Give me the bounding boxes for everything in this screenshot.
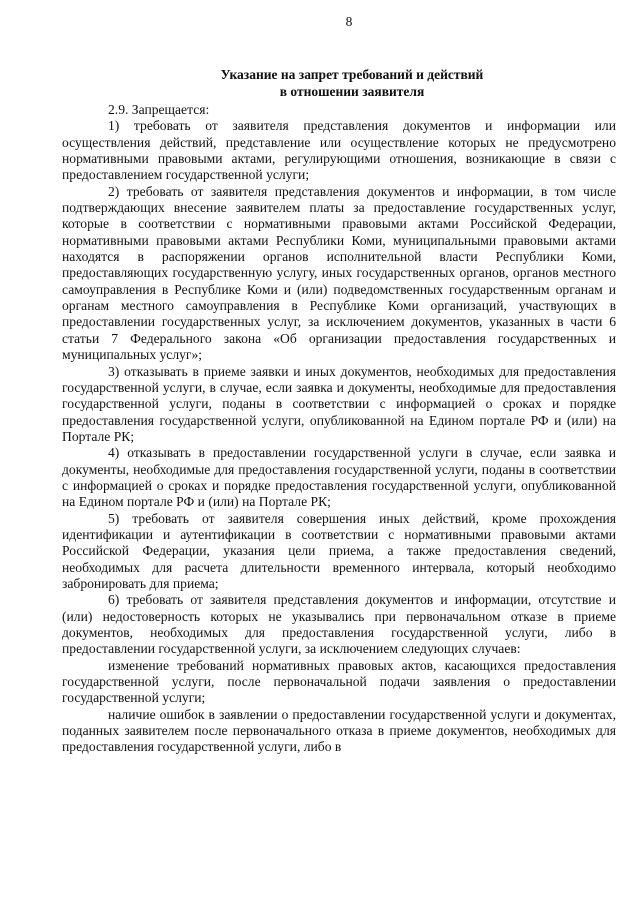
paragraph-case-errors: наличие ошибок в заявлении о предоставлении государственной услуги и документах, поданных заявителем после первоначального отказа в приеме документов, необходимых для предоставления государственной услуги, либо в <box>62 706 616 755</box>
page-number: 8 <box>345 14 353 29</box>
paragraph-clause-2-9: 2.9. Запрещается: <box>108 102 210 117</box>
paragraph-item-1: 1) требовать от заявителя представления документов и информации или осуществления действий, представление или осуществление которых не предусмотрено нормативными правовыми актами, регулирующими отношения, возникающие в связи с предоставлением государственной услуги; <box>62 118 616 183</box>
section-heading <box>62 66 616 100</box>
paragraph-item-2: 2) требовать от заявителя представления документов и информации, в том числе подтверждающих внесение заявителем платы за предоставление государственных услуг, которые в соответствии с нормативными правовыми актами Российской Федерации, нормативными правовыми актами Республики Коми, муниципальными правовыми актами находятся в распоряжении органов исполнительной власти Республики Коми, предоставляющих государственную услугу, иных государственных органов, органов местного самоуправления в Республике Коми и (или) подведомственных государственным органам и органам местного самоуправления в Республике Коми организаций, участвующих в предоставлении государственных услуг, за исключением документов, указанных в части 6 статьи 7 Федерального закона «Об организации предоставления государственных и муниципальных услуг»; <box>62 183 616 363</box>
paragraph-item-5: 5) требовать от заявителя совершения иных действий, кроме прохождения идентификации и аутентификации в соответствии с нормативными правовыми актами Российской Федерации, указания цели приема, а также предоставления сведений, необходимых для расчета длительности временного интервала, который необходимо забронировать для приема; <box>62 510 616 591</box>
paragraph-item-3: 3) отказывать в приеме заявки и иных документов, необходимых для предоставления государственной услуги, в случае, если заявка и документы, необходимые для предоставления государственной услуги, поданы в соответствии с информацией о сроках и порядке предоставления государственной услуги, опубликованной на Едином портале РФ и (или) на Портале РК; <box>62 363 616 444</box>
document-body <box>62 102 616 756</box>
paragraph-item-6: 6) требовать от заявителя представления документов и информации, отсутствие и (или) недостоверность которых не указывались при первоначальном отказе в приеме документов, необходимых для предоставления государственной услуги, либо в предоставлении государственной услуги, за исключением следующих случаев: <box>62 592 616 657</box>
paragraph-item-4: 4) отказывать в предоставлении государственной услуги в случае, если заявка и документы, необходимые для предоставления государственной услуги, поданы в соответствии с информацией о сроках и порядке предоставления государственной услуги, опубликованной на Едином портале РФ и (или) на Портале РК; <box>62 445 616 510</box>
paragraph-case-requirements-change: изменение требований нормативных правовых актов, касающихся предоставления государственной услуги, после первоначальной подачи заявления о предоставлении государственной услуги; <box>62 657 616 706</box>
section-heading-line-1: Указание на запрет требований и действий <box>220 67 484 82</box>
section-heading-line-2: в отношении заявителя <box>279 84 425 99</box>
